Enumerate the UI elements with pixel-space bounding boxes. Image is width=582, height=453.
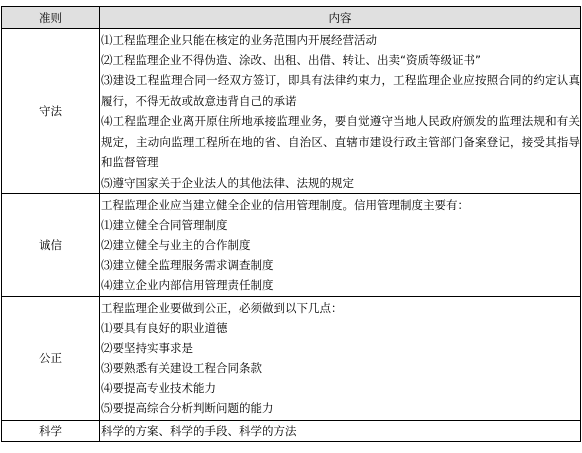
chengxin-item-4: ⑷建立企业内部信用管理责任制度: [101, 277, 274, 292]
chengxin-item-3: ⑶建立健全监理服务需求调查制度: [101, 257, 274, 272]
row-gongzheng: [2, 296, 581, 420]
content-chengxin: [100, 193, 581, 296]
criterion-gongzheng: 公正: [2, 296, 100, 420]
shoufa-item-2: ⑵工程监理企业不得伪造、涂改、出租、出借、转让、出卖“资质等级证书”: [101, 53, 481, 67]
gongzheng-item-2: ⑵要坚持实事求是: [101, 340, 193, 355]
gongzheng-item-1: ⑴要具有良好的职业道德: [101, 320, 228, 335]
header-criterion: 准则: [2, 7, 100, 29]
shoufa-item-3: ⑶建设工程监理合同一经双方签订，即具有法律约束力，工程监理企业应按照合同的约定认真履行，不得无故或故意违背自己的承诺: [101, 73, 580, 108]
chengxin-intro: 工程监理企业应当建立健全企业的信用管理制度。信用管理制度主要有：: [101, 197, 469, 212]
chengxin-item-1: ⑴建立健全合同管理制度: [101, 217, 228, 232]
kexue-content: 科学的方案、科学的手段、科学的方法: [101, 423, 297, 438]
shoufa-item-5: ⑸遵守国家关于企业法人的其他法律、法规的规定: [101, 175, 354, 190]
row-chengxin: [2, 193, 581, 296]
gongzheng-item-3: ⑶要熟悉有关建设工程合同条款: [101, 360, 262, 375]
content-gongzheng: [100, 296, 581, 420]
table-header-row: [2, 7, 581, 29]
shoufa-item-1: ⑴工程监理企业只能在核定的业务范围内开展经营活动: [101, 33, 377, 47]
gongzheng-item-5: ⑸要提高综合分析判断问题的能力: [101, 400, 274, 415]
criterion-shoufa: 守法: [2, 29, 100, 194]
content-kexue: [100, 420, 581, 441]
gongzheng-item-4: ⑷要提高专业技术能力: [101, 380, 216, 395]
principles-table: [1, 6, 581, 442]
row-kexue: [2, 420, 581, 441]
content-shoufa: [100, 29, 581, 194]
criterion-kexue: 科学: [2, 420, 100, 441]
criterion-chengxin: 诚信: [2, 193, 100, 296]
chengxin-item-2: ⑵建立健全与业主的合作制度: [101, 237, 251, 252]
gongzheng-intro: 工程监理企业要做到公正，必须做到以下几点：: [101, 300, 343, 315]
shoufa-item-4: ⑷工程监理企业离开原住所地承接监理业务，要自觉遵守当地人民政府颁发的监理法规和有关规定，主动向监理工程所在地的省、自治区、直辖市建设行政主管部门备案登记，接受其指导和监督管理: [101, 114, 580, 169]
row-shoufa: [2, 29, 581, 194]
header-content: 内容: [100, 7, 581, 29]
